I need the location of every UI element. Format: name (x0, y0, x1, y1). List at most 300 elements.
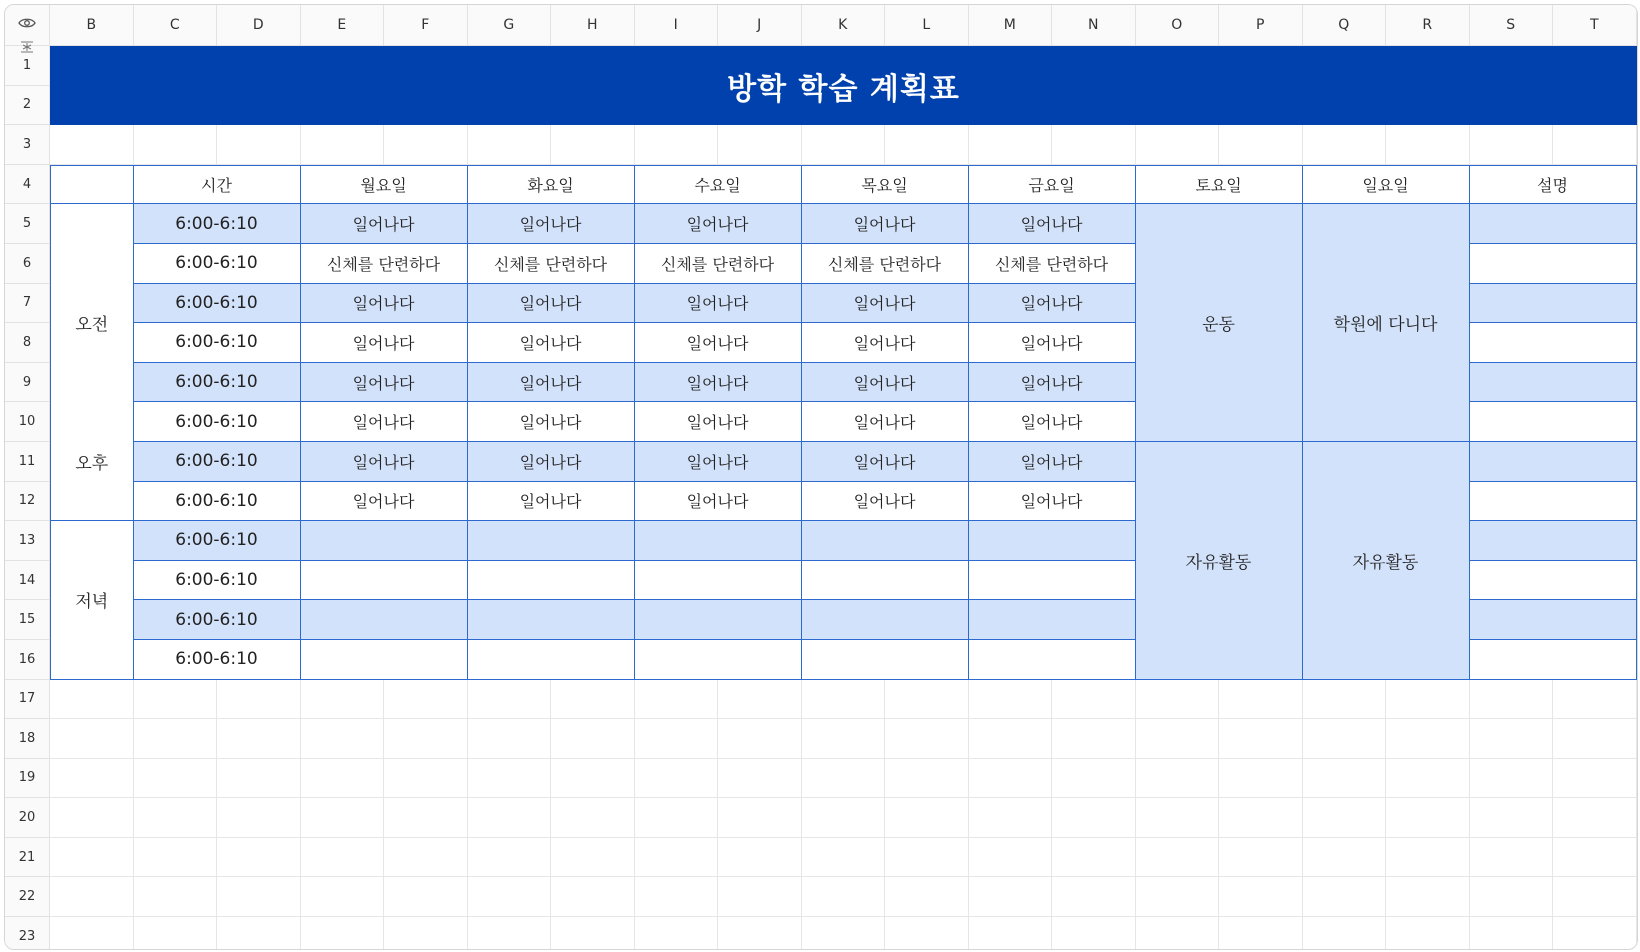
schedule-cell-thu[interactable]: 일어나다 (802, 204, 969, 244)
eye-icon[interactable] (18, 17, 36, 29)
cell[interactable] (384, 125, 468, 165)
header-time[interactable]: 시간 (134, 165, 301, 205)
cell[interactable] (134, 838, 218, 878)
cell[interactable] (1219, 917, 1303, 950)
column-header-q[interactable]: Q (1303, 5, 1387, 46)
description-cell[interactable] (1470, 244, 1637, 284)
cell[interactable] (1219, 838, 1303, 878)
cell[interactable] (885, 917, 969, 950)
cell[interactable] (1052, 125, 1136, 165)
cell[interactable] (217, 125, 301, 165)
cell[interactable] (384, 798, 468, 838)
cell[interactable] (1303, 798, 1387, 838)
row-header-8[interactable]: 8 (5, 323, 50, 363)
row-header-19[interactable]: 19 (5, 759, 50, 799)
time-cell[interactable]: 6:00-6:10 (134, 284, 301, 324)
cell[interactable] (217, 719, 301, 759)
schedule-cell-wed[interactable]: 신체를 단련하다 (635, 244, 802, 284)
cell[interactable] (1470, 719, 1554, 759)
cell[interactable] (718, 125, 802, 165)
row-header-23[interactable]: 23 (5, 917, 50, 950)
cell[interactable] (1136, 838, 1220, 878)
cell[interactable] (1052, 759, 1136, 799)
cell[interactable] (1219, 719, 1303, 759)
cell[interactable] (217, 838, 301, 878)
cell[interactable] (802, 125, 886, 165)
cell[interactable] (885, 798, 969, 838)
schedule-cell-thu[interactable] (802, 521, 969, 561)
row-header-14[interactable]: 14 (5, 561, 50, 601)
time-cell[interactable]: 6:00-6:10 (134, 363, 301, 403)
description-cell[interactable] (1470, 402, 1637, 442)
cell[interactable] (718, 877, 802, 917)
column-header-d[interactable]: D (217, 5, 301, 46)
cell[interactable] (551, 719, 635, 759)
cell[interactable] (134, 759, 218, 799)
cell[interactable] (217, 917, 301, 950)
cell[interactable] (1303, 719, 1387, 759)
schedule-cell-thu[interactable] (802, 640, 969, 680)
cell[interactable] (635, 838, 719, 878)
cell[interactable] (1219, 877, 1303, 917)
cell[interactable] (1386, 719, 1470, 759)
cell[interactable] (1470, 798, 1554, 838)
row-header-22[interactable]: 22 (5, 877, 50, 917)
cell[interactable] (885, 125, 969, 165)
period-header-cell[interactable] (50, 165, 134, 205)
select-all-corner[interactable] (5, 5, 50, 46)
schedule-cell-mon[interactable]: 일어나다 (301, 402, 468, 442)
schedule-cell-tue[interactable] (468, 600, 635, 640)
time-cell[interactable]: 6:00-6:10 (134, 244, 301, 284)
cell[interactable] (885, 680, 969, 720)
cell[interactable] (50, 838, 134, 878)
saturday-block-exercise[interactable]: 운동 (1136, 204, 1303, 442)
schedule-cell-fri[interactable]: 신체를 단련하다 (969, 244, 1136, 284)
cell[interactable] (1136, 877, 1220, 917)
time-cell[interactable]: 6:00-6:10 (134, 482, 301, 522)
cell[interactable] (1052, 838, 1136, 878)
schedule-cell-thu[interactable]: 일어나다 (802, 482, 969, 522)
cell[interactable] (301, 877, 385, 917)
sheet-title-banner[interactable]: 방학 학습 계획표 (50, 46, 1637, 125)
schedule-cell-wed[interactable]: 일어나다 (635, 402, 802, 442)
description-cell[interactable] (1470, 363, 1637, 403)
cell[interactable] (50, 680, 134, 720)
column-header-s[interactable]: S (1470, 5, 1554, 46)
header-tue[interactable]: 화요일 (468, 165, 635, 205)
column-header-c[interactable]: C (134, 5, 218, 46)
row-header-17[interactable]: 17 (5, 680, 50, 720)
cell[interactable] (217, 759, 301, 799)
cell[interactable] (468, 917, 552, 950)
split-handle-icon[interactable] (19, 40, 35, 54)
cell[interactable] (468, 838, 552, 878)
cell[interactable] (1303, 759, 1387, 799)
schedule-cell-tue[interactable] (468, 640, 635, 680)
cell[interactable] (384, 719, 468, 759)
cell[interactable] (969, 759, 1053, 799)
cell[interactable] (1219, 798, 1303, 838)
schedule-cell-tue[interactable]: 일어나다 (468, 442, 635, 482)
cell[interactable] (1052, 680, 1136, 720)
schedule-cell-wed[interactable]: 일어나다 (635, 204, 802, 244)
cell[interactable] (134, 917, 218, 950)
header-sat[interactable]: 토요일 (1136, 165, 1303, 205)
cell[interactable] (1136, 917, 1220, 950)
header-mon[interactable]: 월요일 (301, 165, 468, 205)
cell[interactable] (551, 838, 635, 878)
cell[interactable] (301, 719, 385, 759)
schedule-cell-thu[interactable]: 신체를 단련하다 (802, 244, 969, 284)
schedule-cell-tue[interactable]: 일어나다 (468, 204, 635, 244)
cell[interactable] (551, 917, 635, 950)
schedule-cell-thu[interactable]: 일어나다 (802, 284, 969, 324)
schedule-cell-wed[interactable]: 일어나다 (635, 284, 802, 324)
time-cell[interactable]: 6:00-6:10 (134, 442, 301, 482)
cell[interactable] (969, 680, 1053, 720)
cell[interactable] (885, 719, 969, 759)
row-header-3[interactable]: 3 (5, 125, 50, 165)
cell[interactable] (718, 917, 802, 950)
cell[interactable] (468, 877, 552, 917)
cell[interactable] (301, 838, 385, 878)
cell[interactable] (1553, 838, 1637, 878)
column-header-k[interactable]: K (802, 5, 886, 46)
description-cell[interactable] (1470, 561, 1637, 601)
schedule-cell-mon[interactable]: 신체를 단련하다 (301, 244, 468, 284)
cell[interactable] (1136, 759, 1220, 799)
cell[interactable] (1219, 680, 1303, 720)
cell[interactable] (50, 719, 134, 759)
period-evening[interactable]: 저녁 (50, 521, 134, 679)
cell[interactable] (301, 917, 385, 950)
cell[interactable] (468, 719, 552, 759)
schedule-cell-tue[interactable]: 일어나다 (468, 323, 635, 363)
row-header-13[interactable]: 13 (5, 521, 50, 561)
cell[interactable] (635, 759, 719, 799)
cell[interactable] (1386, 680, 1470, 720)
column-header-p[interactable]: P (1219, 5, 1303, 46)
column-header-b[interactable]: B (50, 5, 134, 46)
cell[interactable] (134, 877, 218, 917)
cell[interactable] (50, 798, 134, 838)
description-cell[interactable] (1470, 521, 1637, 561)
cell[interactable] (551, 680, 635, 720)
cell[interactable] (217, 680, 301, 720)
cell[interactable] (1303, 877, 1387, 917)
schedule-cell-thu[interactable]: 일어나다 (802, 363, 969, 403)
row-header-15[interactable]: 15 (5, 600, 50, 640)
cell[interactable] (802, 877, 886, 917)
cell[interactable] (802, 917, 886, 950)
schedule-cell-wed[interactable]: 일어나다 (635, 363, 802, 403)
cell[interactable] (468, 759, 552, 799)
row-header-7[interactable]: 7 (5, 284, 50, 324)
cell[interactable] (718, 759, 802, 799)
schedule-cell-mon[interactable] (301, 640, 468, 680)
header-desc[interactable]: 설명 (1470, 165, 1637, 205)
schedule-cell-tue[interactable]: 일어나다 (468, 284, 635, 324)
schedule-cell-fri[interactable] (969, 521, 1136, 561)
schedule-cell-fri[interactable]: 일어나다 (969, 442, 1136, 482)
cell[interactable] (1470, 125, 1554, 165)
schedule-cell-mon[interactable]: 일어나다 (301, 363, 468, 403)
cell[interactable] (885, 759, 969, 799)
cell[interactable] (134, 680, 218, 720)
cell[interactable] (635, 877, 719, 917)
cell[interactable] (969, 125, 1053, 165)
row-header-6[interactable]: 6 (5, 244, 50, 284)
time-cell[interactable]: 6:00-6:10 (134, 640, 301, 680)
description-cell[interactable] (1470, 442, 1637, 482)
time-cell[interactable]: 6:00-6:10 (134, 600, 301, 640)
cell[interactable] (1470, 838, 1554, 878)
cell[interactable] (635, 798, 719, 838)
schedule-cell-mon[interactable]: 일어나다 (301, 284, 468, 324)
schedule-cell-thu[interactable]: 일어나다 (802, 402, 969, 442)
cell[interactable] (969, 838, 1053, 878)
cell[interactable] (134, 798, 218, 838)
schedule-cell-fri[interactable]: 일어나다 (969, 363, 1136, 403)
schedule-cell-tue[interactable] (468, 561, 635, 601)
schedule-cell-fri[interactable] (969, 640, 1136, 680)
cell[interactable] (1219, 125, 1303, 165)
cell[interactable] (1052, 719, 1136, 759)
schedule-cell-wed[interactable]: 일어나다 (635, 482, 802, 522)
cell[interactable] (1136, 719, 1220, 759)
cell[interactable] (50, 917, 134, 950)
column-header-m[interactable]: M (969, 5, 1053, 46)
sunday-block-academy[interactable]: 학원에 다니다 (1303, 204, 1470, 442)
schedule-cell-wed[interactable] (635, 561, 802, 601)
cell[interactable] (635, 680, 719, 720)
period-afternoon[interactable]: 오후 (50, 402, 134, 521)
row-header-16[interactable]: 16 (5, 640, 50, 680)
schedule-cell-fri[interactable]: 일어나다 (969, 402, 1136, 442)
cell[interactable] (969, 917, 1053, 950)
cell[interactable] (969, 719, 1053, 759)
cell[interactable] (468, 125, 552, 165)
period-morning[interactable]: 오전 (50, 204, 134, 442)
cell[interactable] (1553, 917, 1637, 950)
time-cell[interactable]: 6:00-6:10 (134, 521, 301, 561)
column-header-o[interactable]: O (1136, 5, 1220, 46)
cell[interactable] (802, 719, 886, 759)
cell[interactable] (1303, 125, 1387, 165)
time-cell[interactable]: 6:00-6:10 (134, 402, 301, 442)
description-cell[interactable] (1470, 482, 1637, 522)
cell[interactable] (1386, 877, 1470, 917)
cell[interactable] (1553, 759, 1637, 799)
schedule-cell-mon[interactable] (301, 600, 468, 640)
cell[interactable] (384, 680, 468, 720)
cell[interactable] (802, 838, 886, 878)
cell[interactable] (635, 917, 719, 950)
header-thu[interactable]: 목요일 (802, 165, 969, 205)
schedule-cell-thu[interactable] (802, 561, 969, 601)
saturday-block-free[interactable]: 자유활동 (1136, 442, 1303, 680)
cell[interactable] (1553, 877, 1637, 917)
description-cell[interactable] (1470, 640, 1637, 680)
cell[interactable] (301, 759, 385, 799)
cell[interactable] (384, 838, 468, 878)
cell[interactable] (969, 877, 1053, 917)
schedule-cell-mon[interactable]: 일어나다 (301, 204, 468, 244)
row-header-10[interactable]: 10 (5, 402, 50, 442)
schedule-cell-fri[interactable]: 일어나다 (969, 482, 1136, 522)
cell[interactable] (301, 125, 385, 165)
schedule-cell-tue[interactable]: 일어나다 (468, 363, 635, 403)
cell[interactable] (1470, 759, 1554, 799)
cell[interactable] (635, 125, 719, 165)
cell[interactable] (885, 877, 969, 917)
row-header-2[interactable]: 2 (5, 86, 50, 126)
schedule-cell-wed[interactable] (635, 640, 802, 680)
sunday-block-free[interactable]: 자유활동 (1303, 442, 1470, 680)
column-header-j[interactable]: J (718, 5, 802, 46)
schedule-cell-tue[interactable] (468, 521, 635, 561)
spreadsheet (4, 4, 1638, 950)
cell[interactable] (384, 877, 468, 917)
cell[interactable] (217, 877, 301, 917)
cell[interactable] (969, 798, 1053, 838)
cell[interactable] (1553, 125, 1637, 165)
cell[interactable] (1303, 917, 1387, 950)
cell[interactable] (50, 125, 134, 165)
column-header-i[interactable]: I (635, 5, 719, 46)
cell[interactable] (551, 798, 635, 838)
cell[interactable] (1386, 917, 1470, 950)
cell[interactable] (134, 125, 218, 165)
cell[interactable] (1470, 680, 1554, 720)
cell[interactable] (1553, 719, 1637, 759)
cell[interactable] (1386, 798, 1470, 838)
cell[interactable] (802, 759, 886, 799)
cell[interactable] (1136, 798, 1220, 838)
cell[interactable] (1052, 798, 1136, 838)
cell[interactable] (217, 798, 301, 838)
cell[interactable] (301, 798, 385, 838)
cell[interactable] (718, 838, 802, 878)
header-sun[interactable]: 일요일 (1303, 165, 1470, 205)
cell[interactable] (1553, 680, 1637, 720)
cell[interactable] (1553, 798, 1637, 838)
row-header-11[interactable]: 11 (5, 442, 50, 482)
cell[interactable] (1052, 877, 1136, 917)
row-header-18[interactable]: 18 (5, 719, 50, 759)
column-header-t[interactable]: T (1553, 5, 1637, 46)
cell[interactable] (468, 680, 552, 720)
schedule-cell-wed[interactable] (635, 521, 802, 561)
cell[interactable] (1386, 838, 1470, 878)
column-header-n[interactable]: N (1052, 5, 1136, 46)
row-header-21[interactable]: 21 (5, 838, 50, 878)
schedule-cell-tue[interactable]: 일어나다 (468, 482, 635, 522)
cell[interactable] (1303, 838, 1387, 878)
schedule-cell-fri[interactable] (969, 561, 1136, 601)
cell[interactable] (134, 719, 218, 759)
schedule-cell-thu[interactable] (802, 600, 969, 640)
cell[interactable] (635, 719, 719, 759)
schedule-cell-wed[interactable] (635, 600, 802, 640)
column-header-l[interactable]: L (885, 5, 969, 46)
schedule-cell-mon[interactable] (301, 561, 468, 601)
header-fri[interactable]: 금요일 (969, 165, 1136, 205)
cell[interactable] (301, 680, 385, 720)
schedule-cell-wed[interactable]: 일어나다 (635, 442, 802, 482)
row-header-5[interactable]: 5 (5, 204, 50, 244)
cell[interactable] (50, 877, 134, 917)
cell[interactable] (384, 917, 468, 950)
schedule-cell-thu[interactable]: 일어나다 (802, 442, 969, 482)
schedule-cell-mon[interactable]: 일어나다 (301, 323, 468, 363)
cell[interactable] (1136, 680, 1220, 720)
cell[interactable] (802, 680, 886, 720)
schedule-cell-mon[interactable]: 일어나다 (301, 442, 468, 482)
schedule-cell-mon[interactable] (301, 521, 468, 561)
schedule-cell-fri[interactable]: 일어나다 (969, 204, 1136, 244)
row-header-20[interactable]: 20 (5, 798, 50, 838)
time-cell[interactable]: 6:00-6:10 (134, 323, 301, 363)
cell[interactable] (1386, 125, 1470, 165)
cell[interactable] (1303, 680, 1387, 720)
column-header-e[interactable]: E (301, 5, 385, 46)
cell[interactable] (1470, 917, 1554, 950)
time-cell[interactable]: 6:00-6:10 (134, 561, 301, 601)
description-cell[interactable] (1470, 600, 1637, 640)
description-cell[interactable] (1470, 323, 1637, 363)
column-header-r[interactable]: R (1386, 5, 1470, 46)
cell[interactable] (1136, 125, 1220, 165)
cell[interactable] (468, 798, 552, 838)
header-wed[interactable]: 수요일 (635, 165, 802, 205)
schedule-cell-tue[interactable]: 일어나다 (468, 402, 635, 442)
description-cell[interactable] (1470, 284, 1637, 324)
cell[interactable] (551, 877, 635, 917)
cell[interactable] (551, 125, 635, 165)
schedule-cell-mon[interactable]: 일어나다 (301, 482, 468, 522)
cell[interactable] (802, 798, 886, 838)
schedule-cell-fri[interactable]: 일어나다 (969, 284, 1136, 324)
cell[interactable] (50, 759, 134, 799)
cell[interactable] (718, 798, 802, 838)
cell[interactable] (718, 680, 802, 720)
cell[interactable] (718, 719, 802, 759)
row-header-12[interactable]: 12 (5, 482, 50, 522)
cell[interactable] (1470, 877, 1554, 917)
schedule-cell-fri[interactable]: 일어나다 (969, 323, 1136, 363)
cell[interactable] (551, 759, 635, 799)
column-header-h[interactable]: H (551, 5, 635, 46)
schedule-cell-wed[interactable]: 일어나다 (635, 323, 802, 363)
row-header-9[interactable]: 9 (5, 363, 50, 403)
row-header-4[interactable]: 4 (5, 165, 50, 205)
description-cell[interactable] (1470, 204, 1637, 244)
schedule-cell-tue[interactable]: 신체를 단련하다 (468, 244, 635, 284)
schedule-cell-fri[interactable] (969, 600, 1136, 640)
row-header-1[interactable]: 1 (5, 46, 50, 86)
cell[interactable] (885, 838, 969, 878)
cell[interactable] (1386, 759, 1470, 799)
column-header-g[interactable]: G (468, 5, 552, 46)
cell[interactable] (1052, 917, 1136, 950)
cell[interactable] (384, 759, 468, 799)
schedule-cell-thu[interactable]: 일어나다 (802, 323, 969, 363)
time-cell[interactable]: 6:00-6:10 (134, 204, 301, 244)
cell[interactable] (1219, 759, 1303, 799)
column-header-f[interactable]: F (384, 5, 468, 46)
